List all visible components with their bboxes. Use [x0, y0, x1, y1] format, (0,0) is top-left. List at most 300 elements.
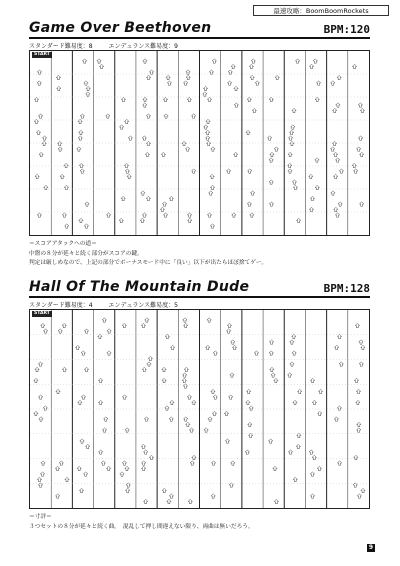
note-arrow-icon [122, 323, 126, 327]
note-arrow-icon [41, 323, 45, 327]
note-arrow-icon [315, 158, 319, 162]
note-arrow-icon [183, 81, 187, 85]
note-arrow-icon [60, 174, 64, 178]
note-arrow-icon [206, 345, 210, 349]
start-label-2: START [34, 311, 50, 316]
note-arrow-icon [290, 362, 294, 366]
note-arrow-icon [122, 461, 126, 465]
difficulty-standard-1: スタンダード難易度：8 [29, 43, 93, 50]
note-arrow-icon [192, 455, 196, 459]
note-arrow-icon [34, 119, 38, 123]
note-arrow-icon [231, 461, 235, 465]
note-arrow-icon [124, 163, 128, 167]
note-arrow-icon [125, 488, 129, 492]
note-arrow-icon [106, 466, 110, 470]
note-arrow-icon [37, 70, 41, 74]
note-arrow-icon [210, 185, 214, 189]
note-arrow-icon [188, 218, 192, 222]
note-arrow-icon [356, 389, 360, 393]
note-arrow-icon [189, 428, 193, 432]
note-arrow-icon [142, 213, 146, 217]
note-arrow-icon [182, 141, 186, 145]
note-arrow-icon [251, 59, 255, 63]
section-rule-1 [29, 37, 370, 39]
note-arrow-icon [146, 141, 150, 145]
note-arrow-icon [203, 92, 207, 96]
note-arrow-icon [332, 141, 336, 145]
note-arrow-icon [83, 472, 87, 476]
note-arrow-icon [162, 488, 166, 492]
note-arrow-icon [86, 86, 90, 90]
note-arrow-icon [295, 59, 299, 63]
note-arrow-icon [149, 455, 153, 459]
note-arrow-icon [42, 136, 46, 140]
note-arrow-icon [143, 59, 147, 63]
note-arrow-icon [359, 340, 363, 344]
note-arrow-icon [164, 114, 168, 118]
note-arrow-icon [37, 477, 41, 481]
notes-line: 中盤の８分が延々と続く部分がスコアの鍵。 [29, 250, 143, 257]
note-arrow-icon [204, 428, 208, 432]
note-arrow-icon [269, 180, 273, 184]
note-arrow-icon [78, 136, 82, 140]
note-arrow-icon [316, 81, 320, 85]
note-arrow-icon [160, 207, 164, 211]
note-arrow-icon [310, 472, 314, 476]
note-arrow-icon [44, 185, 48, 189]
note-arrow-icon [192, 169, 196, 173]
note-arrow-icon [58, 141, 62, 145]
note-arrow-icon [207, 318, 211, 322]
note-arrow-icon [288, 163, 292, 167]
note-arrow-icon [146, 75, 150, 79]
note-arrow-icon [352, 64, 356, 68]
note-arrow-icon [143, 499, 147, 503]
note-arrow-icon [38, 483, 42, 487]
note-arrow-icon [39, 417, 43, 421]
difficulty-line-1 [29, 41, 192, 50]
note-arrow-icon [249, 406, 253, 410]
section-notes-1 [29, 240, 267, 269]
note-arrow-icon [43, 329, 47, 333]
note-arrow-icon [296, 444, 300, 448]
note-arrow-icon [165, 334, 169, 338]
note-arrow-icon [58, 329, 62, 333]
note-arrow-icon [186, 422, 190, 426]
note-arrow-icon [141, 461, 145, 465]
note-arrow-icon [353, 483, 357, 487]
note-chart-grid-1 [30, 51, 369, 235]
start-label-1: START [34, 52, 50, 57]
section-notes-2 [29, 513, 254, 532]
note-arrow-icon [169, 494, 173, 498]
note-arrow-icon [126, 483, 130, 487]
page-number: 9 [368, 544, 374, 551]
note-arrow-icon [77, 147, 81, 151]
note-arrow-icon [361, 345, 365, 349]
note-arrow-icon [318, 411, 322, 415]
note-arrow-icon [355, 323, 359, 327]
note-arrow-icon [62, 367, 66, 371]
note-arrow-icon [207, 97, 211, 101]
note-arrow-icon [43, 406, 47, 410]
note-arrow-icon [36, 130, 40, 134]
note-arrow-icon [59, 461, 63, 465]
note-arrow-icon [339, 362, 343, 366]
note-arrow-icon [167, 499, 171, 503]
note-arrow-icon [143, 103, 147, 107]
note-arrow-icon [170, 345, 174, 349]
note-arrow-icon [227, 81, 231, 85]
note-arrow-icon [211, 494, 215, 498]
note-arrow-icon [99, 64, 103, 68]
note-arrow-icon [84, 224, 88, 228]
note-arrow-icon [212, 411, 216, 415]
note-arrow-icon [293, 185, 297, 189]
note-arrow-icon [192, 400, 196, 404]
note-arrow-icon [310, 378, 314, 382]
note-arrow-icon [163, 213, 167, 217]
note-arrow-icon [360, 152, 364, 156]
note-arrow-icon [309, 207, 313, 211]
note-arrow-icon [252, 108, 256, 112]
note-arrow-icon [58, 147, 62, 151]
note-arrow-icon [269, 97, 273, 101]
note-arrow-icon [65, 477, 69, 481]
difficulty-line-2 [29, 300, 192, 309]
note-arrow-icon [142, 136, 146, 140]
note-arrow-icon [56, 75, 60, 79]
note-arrow-icon [38, 114, 42, 118]
difficulty-standard-2: スタンダード難易度：4 [29, 302, 93, 309]
difficulty-endurance-1: エンデュランス難易度：9 [108, 43, 178, 50]
note-arrow-icon [76, 345, 80, 349]
note-arrow-icon [80, 114, 84, 118]
note-arrow-icon [249, 433, 253, 437]
note-arrow-icon [356, 400, 360, 404]
note-arrow-icon [211, 389, 215, 393]
note-arrow-icon [357, 147, 361, 151]
note-arrow-icon [358, 136, 362, 140]
note-arrow-icon [337, 75, 341, 79]
note-arrow-icon [65, 224, 69, 228]
note-arrow-icon [288, 152, 292, 156]
note-arrow-icon [35, 367, 39, 371]
note-arrow-icon [269, 202, 273, 206]
note-arrow-icon [98, 450, 102, 454]
note-arrow-icon [141, 191, 145, 195]
note-arrow-icon [274, 147, 278, 151]
note-arrow-icon [162, 378, 166, 382]
note-arrow-icon [84, 367, 88, 371]
note-arrow-icon [228, 70, 232, 74]
note-arrow-icon [270, 367, 274, 371]
note-arrow-icon [225, 439, 229, 443]
note-arrow-icon [187, 395, 191, 399]
note-arrow-icon [245, 450, 249, 454]
note-arrow-icon [41, 461, 45, 465]
note-arrow-icon [182, 378, 186, 382]
note-arrow-icon [97, 59, 101, 63]
note-arrow-icon [79, 218, 83, 222]
note-arrow-icon [84, 81, 88, 85]
note-arrow-icon [335, 345, 339, 349]
note-arrow-icon [187, 97, 191, 101]
note-arrow-icon [275, 75, 279, 79]
note-arrow-icon [146, 114, 150, 118]
note-arrow-icon [125, 428, 129, 432]
note-arrow-icon [226, 169, 230, 173]
section-title-1: Game Over Beethoven [29, 20, 212, 36]
note-arrow-icon [121, 196, 125, 200]
note-arrow-icon [206, 141, 210, 145]
note-arrow-icon [268, 439, 272, 443]
note-arrow-icon [167, 81, 171, 85]
note-arrow-icon [56, 494, 60, 498]
note-arrow-icon [211, 461, 215, 465]
note-arrow-icon [122, 395, 126, 399]
note-arrow-icon [143, 450, 147, 454]
note-arrow-icon [333, 174, 337, 178]
note-arrow-icon [288, 169, 292, 173]
note-arrow-icon [331, 81, 335, 85]
note-arrow-icon [267, 136, 271, 140]
note-arrow-icon [142, 367, 146, 371]
note-arrow-icon [40, 472, 44, 476]
note-arrow-icon [188, 499, 192, 503]
note-arrow-icon [234, 86, 238, 90]
notes-line: 判定は厳しめなので、上記の部分でボーナスモード中に「良い」以下が出たらほぼ捨てゲー。 [29, 260, 268, 266]
note-arrow-icon [292, 351, 296, 355]
note-arrow-icon [231, 64, 235, 68]
note-arrow-icon [254, 351, 258, 355]
note-arrow-icon [85, 202, 89, 206]
note-arrow-icon [336, 103, 340, 107]
note-arrow-icon [334, 207, 338, 211]
note-arrow-icon [64, 185, 68, 189]
note-arrow-icon [357, 422, 361, 426]
note-arrow-icon [310, 196, 314, 200]
difficulty-endurance-2: エンデュランス難易度：5 [108, 302, 178, 309]
note-arrow-icon [317, 466, 321, 470]
note-arrow-icon [147, 362, 151, 366]
note-arrow-icon [183, 373, 187, 377]
note-arrow-icon [233, 152, 237, 156]
note-arrow-icon [298, 389, 302, 393]
note-arrow-icon [165, 406, 169, 410]
note-arrow-icon [140, 218, 144, 222]
note-arrow-icon [144, 417, 148, 421]
note-arrow-icon [169, 417, 173, 421]
note-arrow-icon [210, 224, 214, 228]
note-arrow-icon [361, 488, 365, 492]
note-arrow-icon [207, 213, 211, 217]
note-arrow-icon [82, 59, 86, 63]
note-arrow-icon [79, 163, 83, 167]
note-arrow-icon [309, 174, 313, 178]
note-chart-1 [29, 50, 370, 236]
note-arrow-icon [310, 494, 314, 498]
note-arrow-icon [183, 318, 187, 322]
note-arrow-icon [230, 373, 234, 377]
note-arrow-icon [79, 488, 83, 492]
note-arrow-icon [34, 378, 38, 382]
note-arrow-icon [312, 400, 316, 404]
note-arrow-icon [312, 455, 316, 459]
note-arrow-icon [38, 395, 42, 399]
note-arrow-icon [290, 141, 294, 145]
note-arrow-icon [186, 70, 190, 74]
note-arrow-icon [62, 213, 66, 217]
note-arrow-icon [106, 213, 110, 217]
note-arrow-icon [163, 97, 167, 101]
note-arrow-icon [141, 466, 145, 470]
note-arrow-icon [274, 378, 278, 382]
note-arrow-icon [62, 323, 66, 327]
note-arrow-icon [56, 389, 60, 393]
note-arrow-icon [232, 345, 236, 349]
note-arrow-icon [34, 97, 38, 101]
note-arrow-icon [332, 108, 336, 112]
note-arrow-icon [162, 202, 166, 206]
note-arrow-icon [104, 417, 108, 421]
note-arrow-icon [38, 362, 42, 366]
section-rule-2 [29, 296, 370, 298]
note-arrow-icon [288, 136, 292, 140]
note-arrow-icon [169, 196, 173, 200]
note-arrow-icon [330, 147, 334, 151]
note-arrow-icon [210, 174, 214, 178]
note-arrow-icon [250, 75, 254, 79]
note-arrow-icon [269, 351, 273, 355]
note-arrow-icon [120, 472, 124, 476]
note-arrow-icon [292, 108, 296, 112]
note-arrow-icon [246, 400, 250, 404]
note-arrow-icon [315, 97, 319, 101]
note-arrow-icon [119, 218, 123, 222]
note-arrow-icon [247, 97, 251, 101]
note-arrow-icon [206, 136, 210, 140]
note-arrow-icon [209, 191, 213, 195]
note-arrow-icon [98, 378, 102, 382]
note-arrow-icon [85, 444, 89, 448]
note-arrow-icon [296, 218, 300, 222]
note-arrow-icon [84, 329, 88, 333]
note-arrow-icon [291, 125, 295, 129]
section-bpm-2: BPM:128 [323, 282, 370, 295]
note-arrow-icon [226, 329, 230, 333]
note-arrow-icon [183, 384, 187, 388]
note-arrow-icon [357, 494, 361, 498]
note-arrow-icon [34, 411, 38, 415]
note-arrow-icon [98, 400, 102, 404]
notes-line: ＝スコアアタックへの道＝ [29, 241, 97, 247]
note-arrow-icon [162, 367, 166, 371]
note-arrow-icon [211, 147, 215, 151]
note-arrow-icon [149, 70, 153, 74]
note-arrow-icon [187, 213, 191, 217]
note-arrow-icon [101, 461, 105, 465]
note-arrow-icon [354, 169, 358, 173]
note-arrow-icon [127, 174, 131, 178]
note-arrow-icon [292, 180, 296, 184]
note-arrow-icon [141, 444, 145, 448]
note-arrow-icon [80, 439, 84, 443]
note-arrow-icon [337, 334, 341, 338]
header-tag: 最速攻略：BoomBoomRockets [253, 5, 389, 16]
note-arrow-icon [274, 499, 278, 503]
note-arrow-icon [339, 169, 343, 173]
note-arrow-icon [39, 152, 43, 156]
note-arrow-icon [77, 466, 81, 470]
note-arrow-icon [354, 378, 358, 382]
note-arrow-icon [229, 483, 233, 487]
note-arrow-icon [35, 174, 39, 178]
note-arrow-icon [141, 323, 145, 327]
notes-line: ３つセットの８分が延々と続く曲。 混乱して押し間違えない限り、両曲は無いだろう。 [29, 523, 254, 530]
note-arrow-icon [102, 428, 106, 432]
note-arrow-icon [290, 340, 294, 344]
note-arrow-icon [209, 70, 213, 74]
note-arrow-icon [288, 450, 292, 454]
note-arrow-icon [145, 152, 149, 156]
note-arrow-icon [86, 92, 90, 96]
note-arrow-icon [145, 318, 149, 322]
note-arrow-icon [357, 428, 361, 432]
note-arrow-icon [148, 356, 152, 360]
note-arrow-icon [271, 373, 275, 377]
note-arrow-icon [255, 81, 259, 85]
note-arrow-icon [288, 373, 292, 377]
note-arrow-icon [246, 130, 250, 134]
note-arrow-icon [358, 103, 362, 107]
note-arrow-icon [293, 400, 297, 404]
note-arrow-icon [170, 400, 174, 404]
note-arrow-icon [354, 455, 358, 459]
note-arrow-icon [184, 367, 188, 371]
note-arrow-icon [234, 103, 238, 107]
note-chart-grid-2 [30, 310, 369, 508]
note-arrow-icon [359, 362, 363, 366]
note-arrow-icon [79, 130, 83, 134]
note-arrow-icon [270, 152, 274, 156]
note-arrow-icon [309, 450, 313, 454]
note-arrow-icon [227, 323, 231, 327]
note-arrow-icon [248, 422, 252, 426]
note-arrow-icon [318, 389, 322, 393]
note-arrow-icon [359, 202, 363, 206]
note-arrow-icon [107, 329, 111, 333]
note-arrow-icon [102, 318, 106, 322]
note-arrow-icon [293, 477, 297, 481]
note-arrow-icon [338, 202, 342, 206]
note-arrow-icon [247, 202, 251, 206]
note-arrow-icon [125, 169, 129, 173]
note-arrow-icon [269, 158, 273, 162]
note-arrow-icon [119, 125, 123, 129]
note-arrow-icon [184, 417, 188, 421]
note-arrow-icon [292, 334, 296, 338]
note-arrow-icon [57, 86, 61, 90]
note-arrow-icon [229, 395, 233, 399]
note-arrow-icon [334, 417, 338, 421]
note-arrow-icon [231, 340, 235, 344]
note-arrow-icon [206, 119, 210, 123]
note-arrow-icon [335, 158, 339, 162]
note-arrow-icon [309, 64, 313, 68]
note-arrow-icon [42, 141, 46, 145]
note-arrow-icon [206, 130, 210, 134]
